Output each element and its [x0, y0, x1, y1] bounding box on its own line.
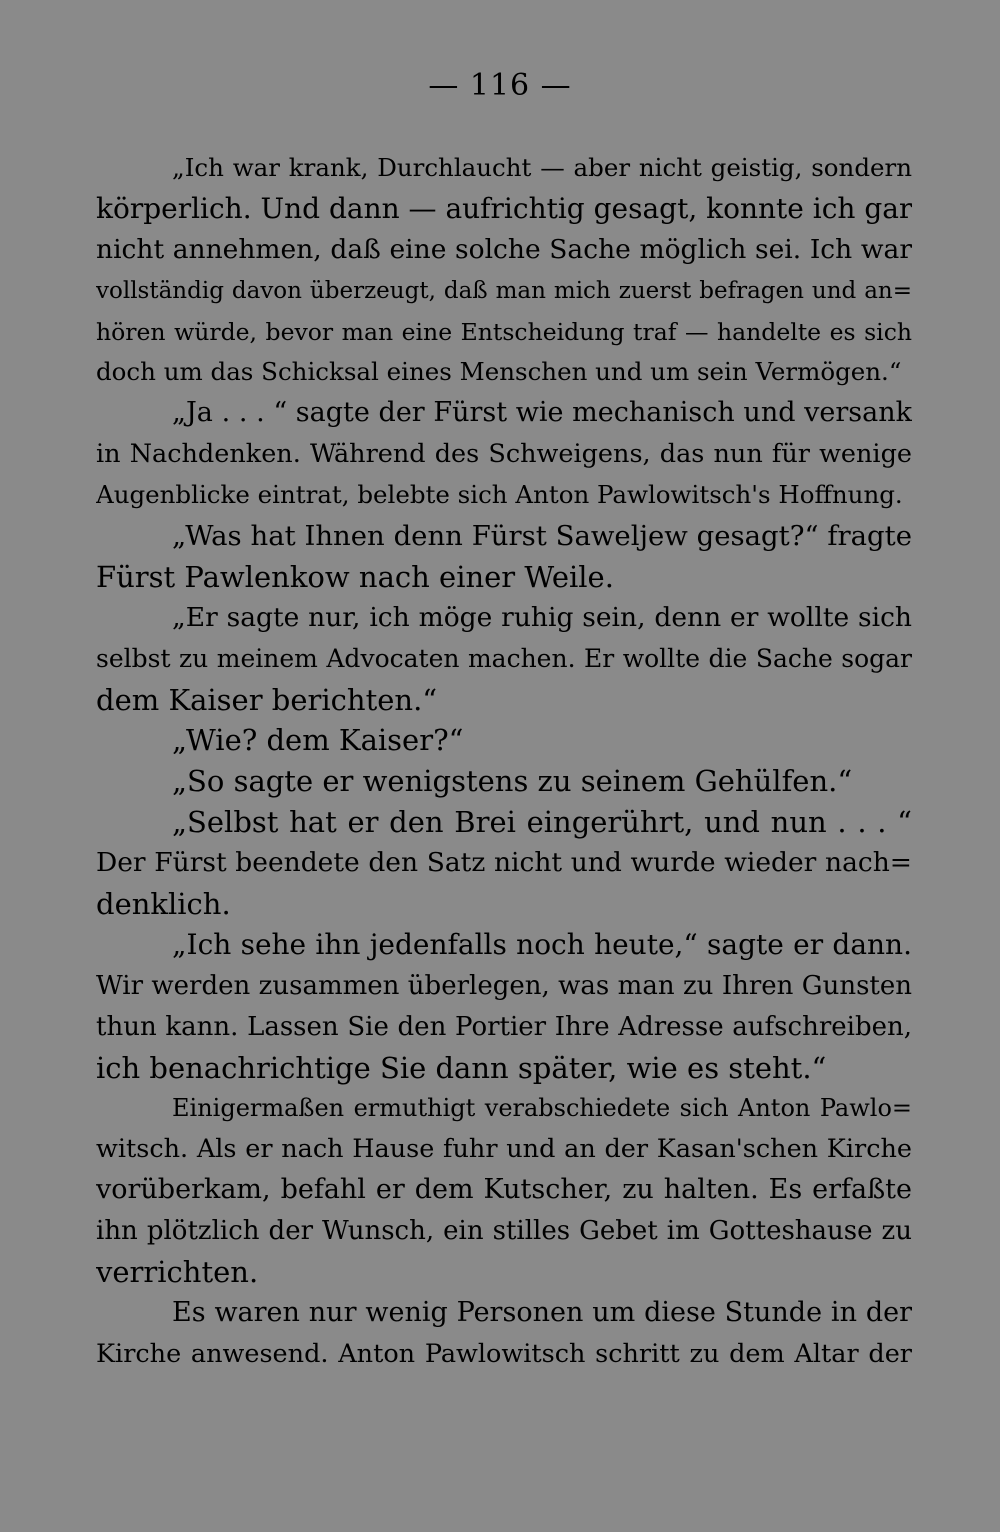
page-number: — 116 — — [428, 68, 572, 103]
text-line: Kirche anwesend. Anton Pawlowitsch schritt zu dem Altar der — [96, 1338, 912, 1369]
text-line: körperlich. Und dann — aufrichtig gesagt, konnte ich gar — [96, 191, 912, 225]
text-line: „Wie? dem Kaiser?“ — [172, 723, 464, 758]
text-line: denklich. — [96, 887, 231, 922]
text-line: witsch. Als er nach Hause fuhr und an der Kasan'schen Kirche — [96, 1134, 912, 1165]
text-line: ich benachrichtige Sie dann später, wie es steht.“ — [96, 1050, 827, 1085]
text-line: „So sagte er wenigstens zu seinem Gehülfen.“ — [172, 764, 853, 799]
text-line: thun kann. Lassen Sie den Portier Ihre Adresse aufschreiben, — [96, 1011, 912, 1042]
text-line: Wir werden zusammen überlegen, was man zu Ihren Gunsten — [96, 970, 912, 1001]
text-line: vollständig davon überzeugt, daß man mich zuerst befragen und an= — [96, 277, 912, 304]
text-line: Einigermaßen ermuthigt verabschiedete sich Anton Pawlo= — [172, 1094, 912, 1123]
text-line: „Ja . . . “ sagte der Fürst wie mechanisch und versank — [172, 397, 912, 429]
text-line: hören würde, bevor man eine Entscheidung traf — handelte es sich — [96, 317, 912, 346]
text-line: Es waren nur wenig Personen um diese Stunde in der — [172, 1296, 912, 1328]
text-line: „Ich war krank, Durchlaucht — aber nicht geistig, sondern — [172, 153, 912, 182]
text-line: „Ich sehe ihn jedenfalls noch heute,“ sagte er dann. — [172, 927, 912, 961]
text-line: Der Fürst beendete den Satz nicht und wurde wieder nach= — [96, 847, 912, 879]
text-line: vorüberkam, befahl er dem Kutscher, zu halten. Es erfaßte — [96, 1174, 912, 1206]
text-line: Augenblicke eintrat, belebte sich Anton Pawlowitsch's Hoffnung. — [96, 480, 903, 510]
text-line: Fürst Pawlenkow nach einer Weile. — [96, 559, 614, 594]
text-line: „Er sagte nur, ich möge ruhig sein, denn er wollte sich — [172, 601, 912, 633]
text-line: doch um das Schicksal eines Menschen und um sein Vermögen.“ — [96, 357, 902, 387]
body-text — [96, 148, 912, 1375]
text-line: verrichten. — [96, 1255, 259, 1290]
text-line: „Was hat Ihnen denn Fürst Saweljew gesagt?“ fragte — [172, 520, 912, 553]
text-line: nicht annehmen, daß eine solche Sache möglich sei. Ich war — [96, 233, 912, 265]
text-line: „Selbst hat er den Brei eingerührt, und nun . . . “ — [172, 805, 912, 840]
text-line: ihn plötzlich der Wunsch, ein stilles Gebet im Gotteshause zu — [96, 1216, 912, 1247]
text-line: selbst zu meinem Advocaten machen. Er wollte die Sache sogar — [96, 643, 912, 673]
text-line: in Nachdenken. Während des Schweigens, das nun für wenige — [96, 439, 912, 470]
text-line: dem Kaiser berichten.“ — [96, 682, 438, 717]
